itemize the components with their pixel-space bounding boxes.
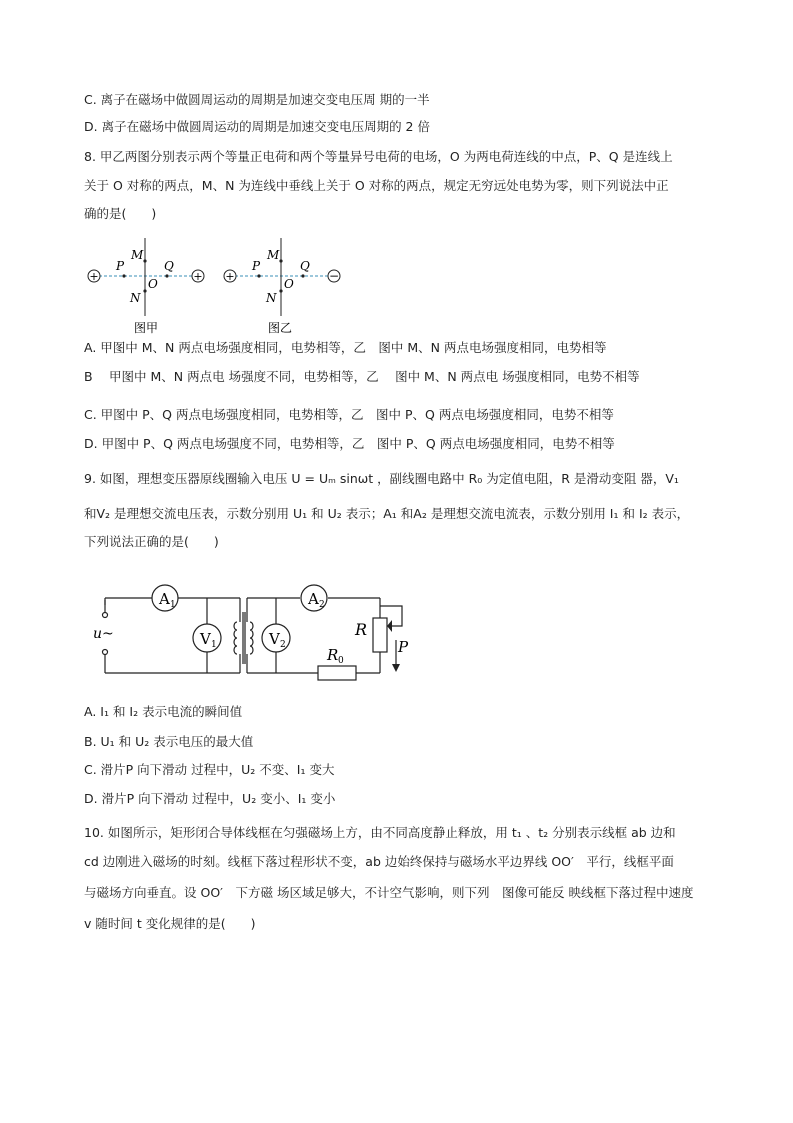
ammeter-a1-label: A [159, 590, 170, 608]
label-o-jia: O [148, 277, 158, 291]
q10-stem-line-3: 与磁场方向垂直。设 OO′ 下方磁 场区域足够大，不计空气影响，则下列 图像可能反 映线框下落过程中速度 [84, 885, 694, 900]
label-p-jia: P [116, 259, 125, 273]
q9-option-b: B. U₁ 和 U₂ 表示电压的最大值 [84, 734, 254, 749]
r0-label: R [327, 646, 339, 664]
q8-stem-line-3: 确的是( ) [84, 206, 157, 221]
q10-stem-line-2: cd 边刚进入磁场的时刻。线框下落过程形状不变，ab 边始终保持与磁场水平边界线 OO′ 平行，线框平面 [84, 854, 674, 869]
r0-sub: 0 [338, 656, 344, 666]
figure-jia [88, 238, 204, 335]
charge-field-figures [82, 232, 352, 340]
svg-text:+: + [193, 270, 203, 283]
q8-option-d: D. 甲图中 P、Q 两点电场强度不同，电势相等，乙 图中 P、Q 两点电场强度相同，电势不相等 [84, 436, 615, 451]
q8-stem-line-1: 8. 甲乙两图分别表示两个等量正电荷和两个等量异号电荷的电场，O 为两电荷连线的中点，P、Q 是连线上 [84, 149, 673, 164]
label-q-jia: Q [164, 259, 174, 273]
voltmeter-v2-label: V [269, 630, 280, 648]
option-d-prev: D. 离子在磁场中做圆周运动的周期是加速交变电压周期的 2 倍 [84, 119, 430, 134]
q9-option-c: C. 滑片P 向下滑动 过程中，U₂ 不变、I₁ 变大 [84, 762, 335, 777]
q9-option-a: A. I₁ 和 I₂ 表示电流的瞬间值 [84, 704, 243, 719]
q8-stem-line-2: 关于 O 对称的两点，M、N 为连线中垂线上关于 O 对称的两点，规定无穷远处电势为零，则下列说法中正 [84, 178, 669, 193]
voltmeter-v1-sub: 1 [211, 640, 217, 650]
option-c-prev: C. 离子在磁场中做圆周运动的周期是加速交变电压周 期的一半 [84, 92, 430, 107]
label-m-yi: M [267, 248, 280, 262]
svg-text:+: + [89, 270, 99, 283]
q9-stem-line-3: 下列说法正确的是( ) [84, 534, 219, 549]
q8-option-c: C. 甲图中 P、Q 两点电场强度相同，电势相等，乙 图中 P、Q 两点电场强度相同，电势不相等 [84, 407, 614, 422]
ammeter-a2-label: A [308, 590, 319, 608]
caption-jia: 图甲 [134, 321, 159, 335]
label-q-yi: Q [300, 259, 310, 273]
voltmeter-v1-label: V [200, 630, 211, 648]
ammeter-a2-sub: 2 [319, 600, 325, 610]
label-o-yi: O [284, 277, 294, 291]
label-m-jia: M [131, 248, 144, 262]
q8-option-b: B 甲图中 M、N 两点电 场强度不同，电势相等，乙 图中 M、N 两点电 场强度相同，电势不相等 [84, 369, 640, 384]
label-n-yi: N [266, 291, 277, 305]
ammeter-a1-sub: 1 [170, 600, 176, 610]
source-label: u~ [93, 626, 114, 642]
slider-p-label: P [398, 638, 409, 656]
voltmeter-v2-sub: 2 [280, 640, 286, 650]
q9-option-d: D. 滑片P 向下滑动 过程中，U₂ 变小、I₁ 变小 [84, 791, 336, 806]
label-n-jia: N [130, 291, 141, 305]
q10-stem-line-1: 10. 如图所示，矩形闭合导体线框在匀强磁场上方，由不同高度静止释放，用 t₁ 、t₂ 分别表示线框 ab 边和 [84, 825, 676, 840]
label-p-yi: P [252, 259, 261, 273]
rheostat-label: R [355, 620, 368, 639]
svg-text:+: + [225, 270, 235, 283]
figure-yi [224, 238, 340, 335]
transformer-circuit [90, 580, 420, 688]
q9-stem-line-2: 和V₂ 是理想交流电压表，示数分别用 U₁ 和 U₂ 表示；A₁ 和A₂ 是理想交流电流表，示数分别用 I₁ 和 I₂ 表示， [84, 506, 690, 521]
q10-stem-line-4: v 随时间 t 变化规律的是( ) [84, 916, 256, 931]
q9-stem-line-1: 9. 如图，理想变压器原线圈输入电压 U = Uₘ sinωt ，副线圈电路中 R₀ 为定值电阻，R 是滑动变阻 器，V₁ [84, 471, 679, 486]
svg-text:−: − [328, 269, 340, 283]
caption-yi: 图乙 [268, 321, 293, 335]
q8-option-a: A. 甲图中 M、N 两点电场强度相同，电势相等，乙 图中 M、N 两点电场强度相同，电势相等 [84, 340, 607, 355]
